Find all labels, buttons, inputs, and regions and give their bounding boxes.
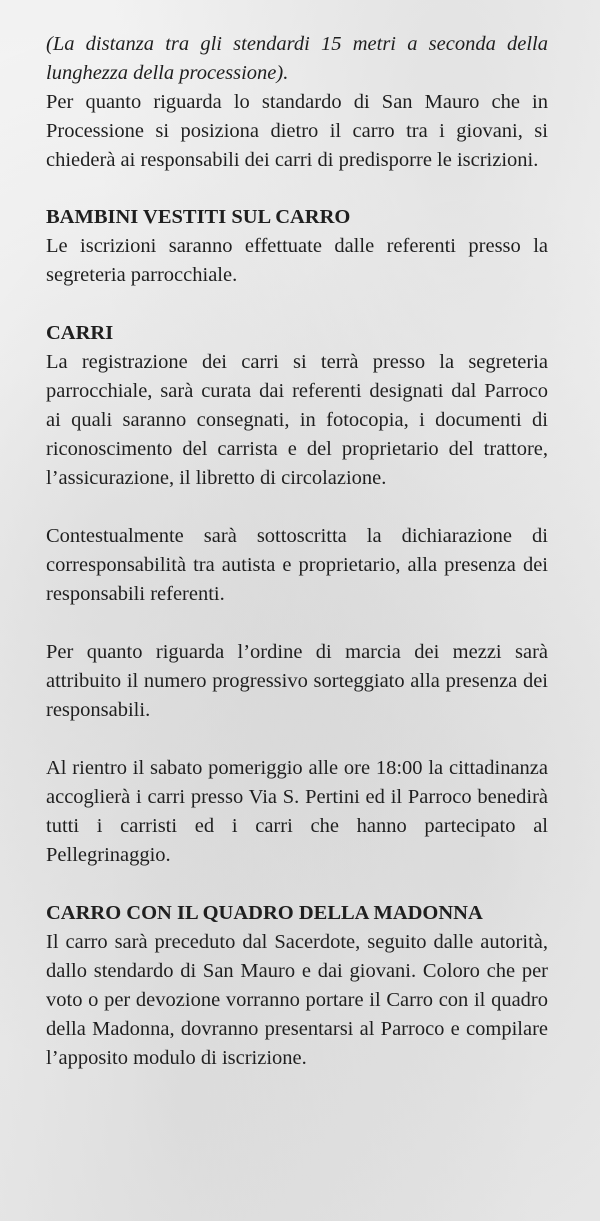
- spacer: [46, 493, 548, 522]
- carri-paragraph-1: La registrazione dei carri si terrà presso la segreteria parrocchiale, sarà curata dai referenti designati dal Parroco ai quali saranno consegnati, in fotocopia, i documenti di riconoscimento del carrista e del proprietario del trattore, l’assicurazione, il libretto di circolazione.: [46, 351, 548, 489]
- carri-paragraph-2: Contestualmente sarà sottoscritta la dichiarazione di corresponsabilità tra autista e proprietario, alla presenza dei responsabili referenti.: [46, 525, 548, 605]
- spacer: [46, 870, 548, 899]
- heading-carri: CARRI: [46, 322, 114, 344]
- heading-bambini: BAMBINI VESTITI SUL CARRO: [46, 206, 351, 228]
- intro-note: (La distanza tra gli stendardi 15 metri a seconda della lunghezza della processione).: [46, 33, 548, 84]
- carri-paragraph-4: Al rientro il sabato pomeriggio alle ore 18:00 la cittadinanza accoglierà i carri presso Via S. Pertini ed il Parroco benedirà tutti i carristi ed i carri che hanno partecipato al Pellegrinaggio.: [46, 757, 548, 866]
- madonna-text: Il carro sarà preceduto dal Sacerdote, seguito dalle autorità, dallo stendardo di San Mauro e dai giovani. Coloro che per voto o per devozione vorranno portare il Carro con il quadro della Madonna, dovranno presentarsi al Parroco e compilare l’apposito modulo di iscrizione.: [46, 931, 548, 1069]
- bambini-text: Le iscrizioni saranno effettuate dalle referenti presso la segreteria parrocchiale.: [46, 235, 548, 286]
- intro-paragraph: Per quanto riguarda lo standardo di San Mauro che in Processione si posiziona dietro il carro tra i giovani, si chiederà ai responsabili dei carri di predisporre le iscrizioni.: [46, 91, 548, 171]
- spacer: [46, 175, 548, 189]
- document-content: [46, 30, 548, 1073]
- spacer: [46, 609, 548, 638]
- spacer: [46, 290, 548, 319]
- spacer: [46, 725, 548, 754]
- carri-paragraph-3: Per quanto riguarda l’ordine di marcia dei mezzi sarà attribuito il numero progressivo sorteggiato alla presenza dei responsabili.: [46, 641, 548, 721]
- spacer: [46, 189, 548, 203]
- heading-madonna: CARRO CON IL QUADRO DELLA MADONNA: [46, 902, 483, 924]
